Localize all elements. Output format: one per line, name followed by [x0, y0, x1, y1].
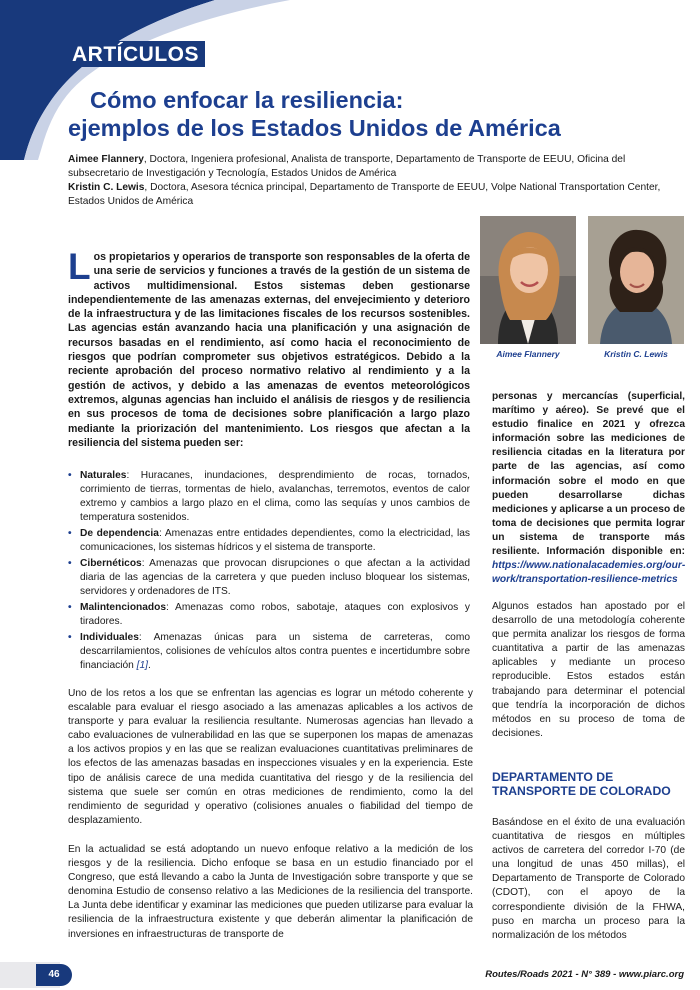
list-item-text: : Amenazas como robos, sabotaje, ataques con explosivos y tiradores. — [80, 602, 470, 627]
resilience-metrics-link[interactable]: https://www.nationalacademies.org/our-work/transportation-resilience-metrics — [492, 560, 686, 586]
drop-cap: L — [68, 246, 91, 287]
list-item-end: . — [147, 660, 151, 671]
portrait-kristin-lewis — [588, 216, 684, 344]
list-item-term: Naturales — [80, 470, 127, 481]
journal-footer: Routes/Roads 2021 - N° 389 - www.piarc.org — [485, 969, 684, 980]
right-paragraph-1 — [492, 390, 685, 587]
author-1-affiliation: , Doctora, Ingeniera profesional, Analista de transporte, Departamento de Transporte de EEUU, Oficina del subsecretario de Investigación y Tecnología, Estados Unidos de América — [68, 154, 626, 179]
bullet-icon: • — [68, 470, 72, 481]
caption-photo-1: Aimee Flannery — [496, 349, 560, 359]
list-item — [68, 527, 470, 555]
bullet-icon: • — [68, 632, 72, 643]
title-line-1: Cómo enfocar la resiliencia: — [90, 87, 404, 113]
list-item — [68, 631, 470, 673]
list-item-text: : Amenazas únicas para un sistema de carreteras, como descarrilamientos, colisiones de vehículos altos contra puentes e incertidumbre sobre financiación — [80, 632, 470, 671]
list-item — [68, 601, 470, 629]
article-title — [68, 86, 668, 142]
list-item — [68, 557, 470, 599]
portrait-aimee-flannery — [480, 216, 576, 344]
caption-photo-2: Kristin C. Lewis — [604, 349, 668, 359]
author-2-name: Kristin C. Lewis — [68, 182, 145, 193]
reference-link[interactable]: [1] — [136, 660, 148, 671]
list-item-term: Individuales — [80, 632, 139, 643]
list-item — [68, 469, 470, 525]
section-heading-colorado: DEPARTAMENTO DE TRANSPORTE DE COLORADO — [492, 770, 671, 798]
list-item-text: : Amenazas entre entidades dependientes, como la electricidad, las comunicaciones, los sistemas hídricos y el sistema de transporte. — [80, 528, 470, 553]
author-2-affiliation: , Doctora, Asesora técnica principal, Departamento de Transporte de EEUU, Volpe National Transportation Center, Estados Unidos de América — [68, 182, 661, 207]
list-item-term: De dependencia — [80, 528, 159, 539]
page-number: 46 — [36, 964, 72, 986]
list-item-term: Cibernéticos — [80, 558, 142, 569]
author-2 — [68, 181, 668, 209]
bullet-icon: • — [68, 528, 72, 539]
right-paragraph-2: Algunos estados han apostado por el desarrollo de una metodología coherente que permita analizar los riesgos de forma cuantitativa a partir de las amenazas aplicables y mediante un proceso reproducible. Estos estados están trabajando para determinar el potencial que tendría la incorporación de dichos métodos en su proceso de toma de decisiones. — [492, 601, 685, 739]
title-line-2: ejemplos de los Estados Unidos de América — [68, 115, 561, 141]
right-paragraph-3: Basándose en el éxito de una evaluación cuantitativa de riesgos en múltiples activos de carretera del corredor I-70 (de una longitud de unas 450 millas), el Departamento de Transporte de Colorado (CDOT), con el apoyo de la correspondiente división de la FHWA, puso en marcha un proceso para la normalización de los métodos — [492, 817, 685, 941]
author-list — [68, 153, 668, 209]
risk-list — [68, 469, 470, 675]
bullet-icon: • — [68, 602, 72, 613]
section-tag: ARTÍCULOS — [66, 41, 205, 67]
author-1-name: Aimee Flannery — [68, 154, 144, 165]
right-paragraph-1-text: personas y mercancías (superficial, marítimo y aéreo). Se prevé que el estudio finalice en 2021 y ofrezca información sobre las mediciones de resiliencia citadas en la literatura por parte de las agencias, así como información sobre el modo en que pueden desarrollarse dichas mediciones y aplicarse a un proceso de toma de decisiones que permita lograr un sistema de transporte más resiliente. Información disponible en: — [492, 391, 685, 558]
lead-text: os propietarios y operarios de transporte son responsables de la oferta de una serie de servicios y funciones a través de la gestión de un sistema de activos multidimensional. Estos sistemas deben gestionarse independientemente de las amenazas externas, del envejecimiento y deterioro de la infraestructura y de las limitaciones fiscales de los recursos sostenibles. Las agencias están avanzando hacia una planificación y una asignación de recursos basadas en el rendimiento, así como hacia el reconocimiento de riesgos que podrían comprometer sus objetivos estratégicos. Debido a la reciente aprobación del proceso normativo relativo al rendimiento y a la gestión de activos, y debido a las amenazas de eventos meteorológicos extremos, algunas agencias han incluido el análisis de riesgos y de resiliencia en sus procesos de toma de decisiones sobre planificación a largo plazo mediante la priorización del mantenimiento. Los riesgos que afectan a la resiliencia del sistema pueden ser: — [68, 251, 470, 449]
bullet-icon: • — [68, 558, 72, 569]
lead-paragraph — [68, 246, 470, 450]
list-item-text: : Huracanes, inundaciones, desprendimiento de rocas, tornados, corrimiento de tierras, tormentas de hielo, avalanchas, terremotos, eventos de calor extremo y cambios a largo plazo en el clima, como las sequías y unos cambios de temperatura sostenidos. — [80, 470, 470, 523]
body-paragraph-2: En la actualidad se está adoptando un nuevo enfoque relativo a la medición de los riesgos y de la resiliencia. Dicho enfoque se basa en un estudio financiado por el Congreso, que está llevando a cabo la Junta de Investigación sobre transporte y que se denomina Estudio de consenso relativo a las Mediciones de la resiliencia del transporte. La Junta debe identificar y examinar las mediciones que pueden utilizarse para evaluar la resiliencia de la infraestructura existente y que deberán alimentar la planificación de inversiones en infraestructuras de transporte de — [68, 844, 473, 940]
list-item-term: Malintencionados — [80, 602, 167, 613]
author-1 — [68, 153, 668, 181]
list-item-text: : Amenazas que provocan disrupciones o que afectan a la actividad diaria de las agencias de la carretera y que pueden incluso bloquear los sistemas, servidores y ordenadores de ITS. — [80, 558, 470, 597]
body-paragraph-1: Uno de los retos a los que se enfrentan las agencias es lograr un método coherente y escalable para evaluar el riesgo asociado a las amenazas aplicables a los activos de transporte y para evaluar la resiliencia resultante. Numerosas agencias han llevado a cabo evaluaciones de vulnerabilidad en las que se superponen los mapas de amenazas a los activos propios y en las que se realizan evaluaciones cuantitativas preliminares de los efectos de las amenazas basadas en inspecciones visuales y en la experiencia. Este tipo de análisis carece de una medida cuantitativa del riesgo y de la resiliencia del sistema que suele ser común en otras mediciones de rendimiento, como la del rendimiento de seguridad y operativo (colisiones anuales o fiabilidad del tiempo de desplazamiento. — [68, 688, 473, 826]
